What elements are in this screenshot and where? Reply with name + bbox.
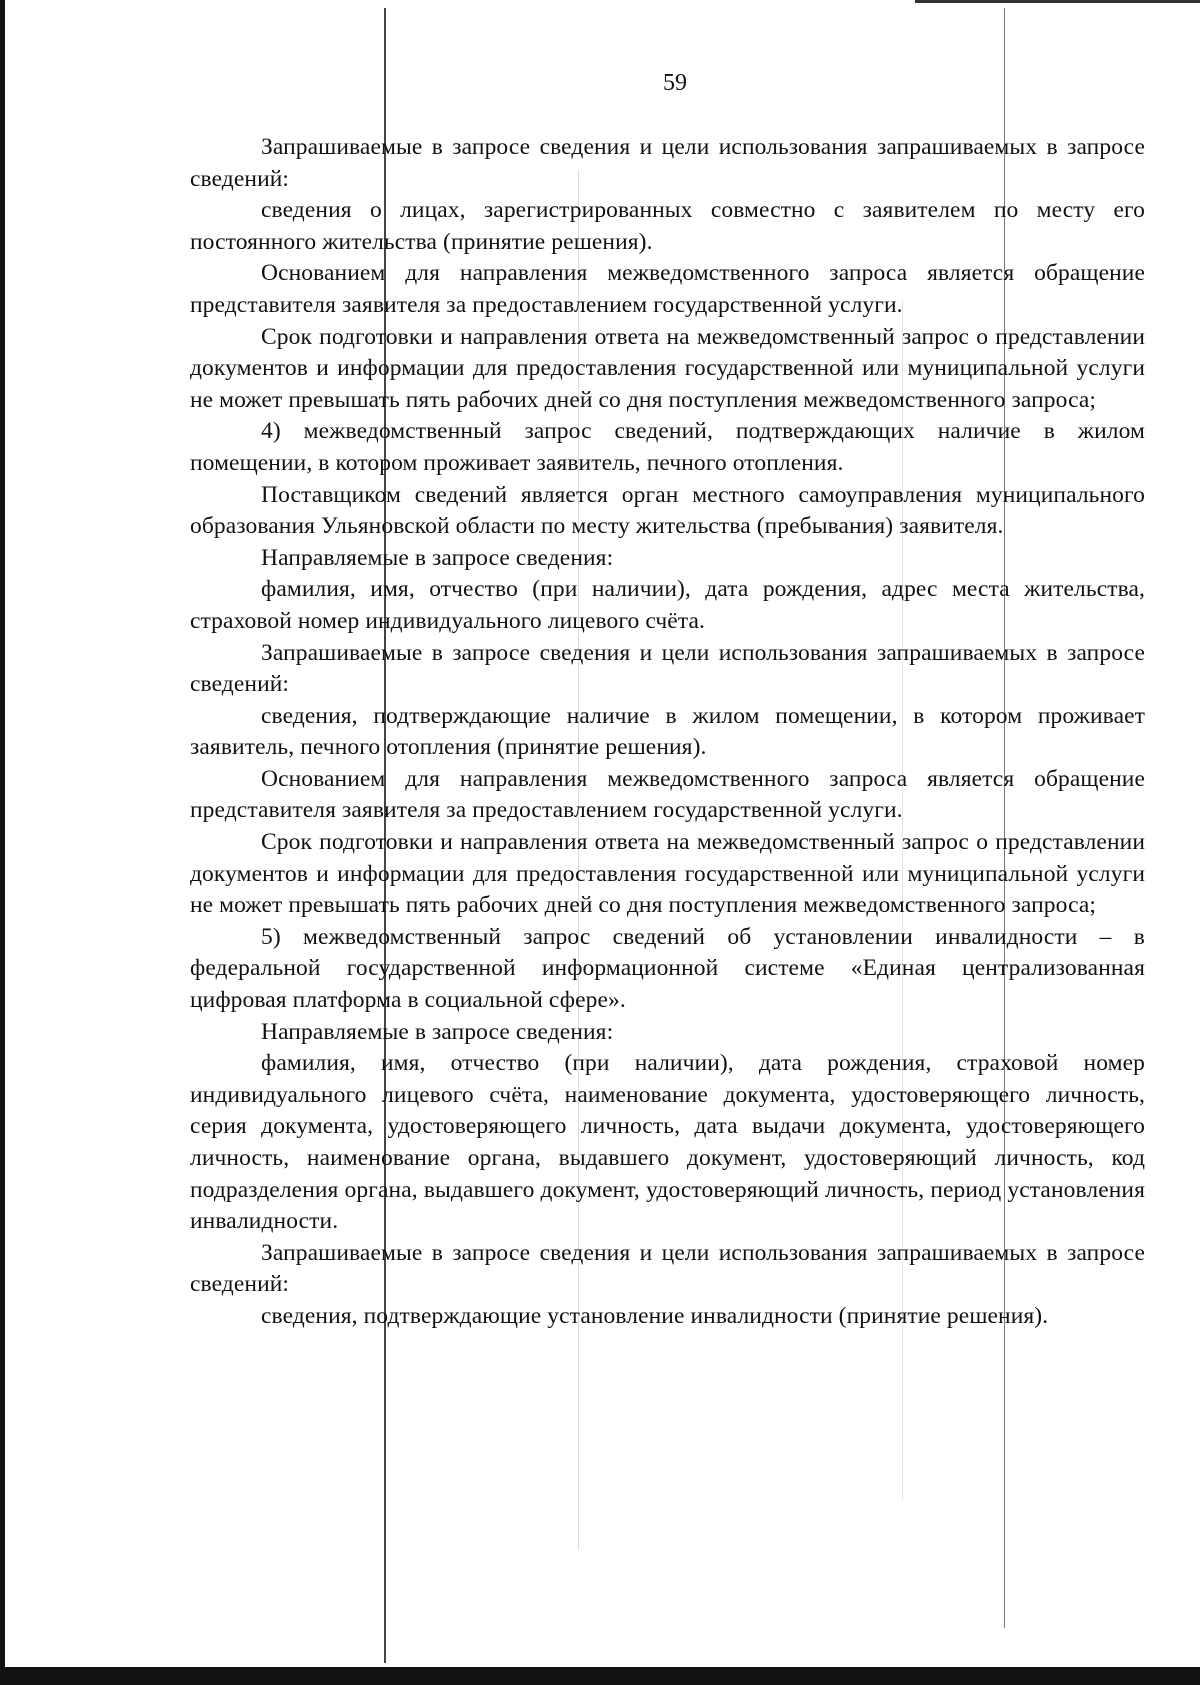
paragraph: Срок подготовки и направления ответа на межведомственный запрос о представлении документов и информации для предоставления государственной или муниципальной услуги не может превышать пять рабочих дней со дня поступления межведомственного запроса; xyxy=(190,829,1145,919)
scan-top-edge xyxy=(915,0,1200,3)
paragraph: Запрашиваемые в запросе сведения и цели использования запрашиваемых в запросе сведений: xyxy=(190,1239,1145,1298)
paragraph: Основанием для направления межведомственного запроса является обращение представителя заявителя за предоставлением государственной услуги. xyxy=(190,260,1145,318)
scan-bottom-edge xyxy=(0,1667,1200,1685)
paragraph: Поставщиком сведений является орган местного самоуправления муниципального образования Ульяновской области по месту жительства (пребывания) заявителя. xyxy=(190,481,1145,540)
paragraph: Запрашиваемые в запросе сведения и цели использования запрашиваемых в запросе сведений: xyxy=(190,134,1145,192)
paragraph: 5) межведомственный запрос сведений об установлении инвалидности – в федеральной государственной информационной системе «Единая централизованная цифровая платформа в социальной сфере». xyxy=(190,923,1145,1014)
paragraph: сведения, подтверждающие наличие в жилом помещении, в котором проживает заявитель, печного отопления (принятие решения). xyxy=(190,702,1145,761)
paragraph: 4) межведомственный запрос сведений, подтверждающих наличие в жилом помещении, в котором проживает заявитель, печного отопления. xyxy=(190,418,1145,476)
paragraph: Основанием для направления межведомственного запроса является обращение представителя заявителя за предоставлением государственной услуги. xyxy=(190,765,1145,824)
paragraph: Направляемые в запросе сведения: xyxy=(261,544,614,571)
paragraph: Срок подготовки и направления ответа на межведомственный запрос о представлении документов и информации для предоставления государственной или муниципальной услуги не может превышать пять рабочих дней со дня поступления межведомственного запроса; xyxy=(190,323,1145,413)
paragraph: фамилия, имя, отчество (при наличии), дата рождения, адрес места жительства, страховой номер индивидуального лицевого счёта. xyxy=(190,576,1145,634)
paragraph: Запрашиваемые в запросе сведения и цели использования запрашиваемых в запросе сведений: xyxy=(190,639,1145,698)
scan-left-edge xyxy=(0,0,5,1685)
page-number: 59 xyxy=(663,70,687,96)
paragraph: фамилия, имя, отчество (при наличии), дата рождения, страховой номер индивидуального лицевого счёта, наименование документа, удостоверяющего личность, серия документа, удостоверяющего личность, дата выдачи документа, удостоверяющего личность, наименование органа, выдавшего документ, удостоверяющий личность, код подразделения органа, выдавшего документ, удостоверяющий личность, период установления инвалидности. xyxy=(190,1050,1145,1235)
paragraph: сведения, подтверждающие установление инвалидности (принятие решения). xyxy=(261,1302,1049,1329)
document-body xyxy=(190,132,1145,1333)
paragraph: Направляемые в запросе сведения: xyxy=(261,1018,614,1045)
paragraph: сведения о лицах, зарегистрированных совместно с заявителем по месту его постоянного жительства (принятие решения). xyxy=(190,197,1145,255)
